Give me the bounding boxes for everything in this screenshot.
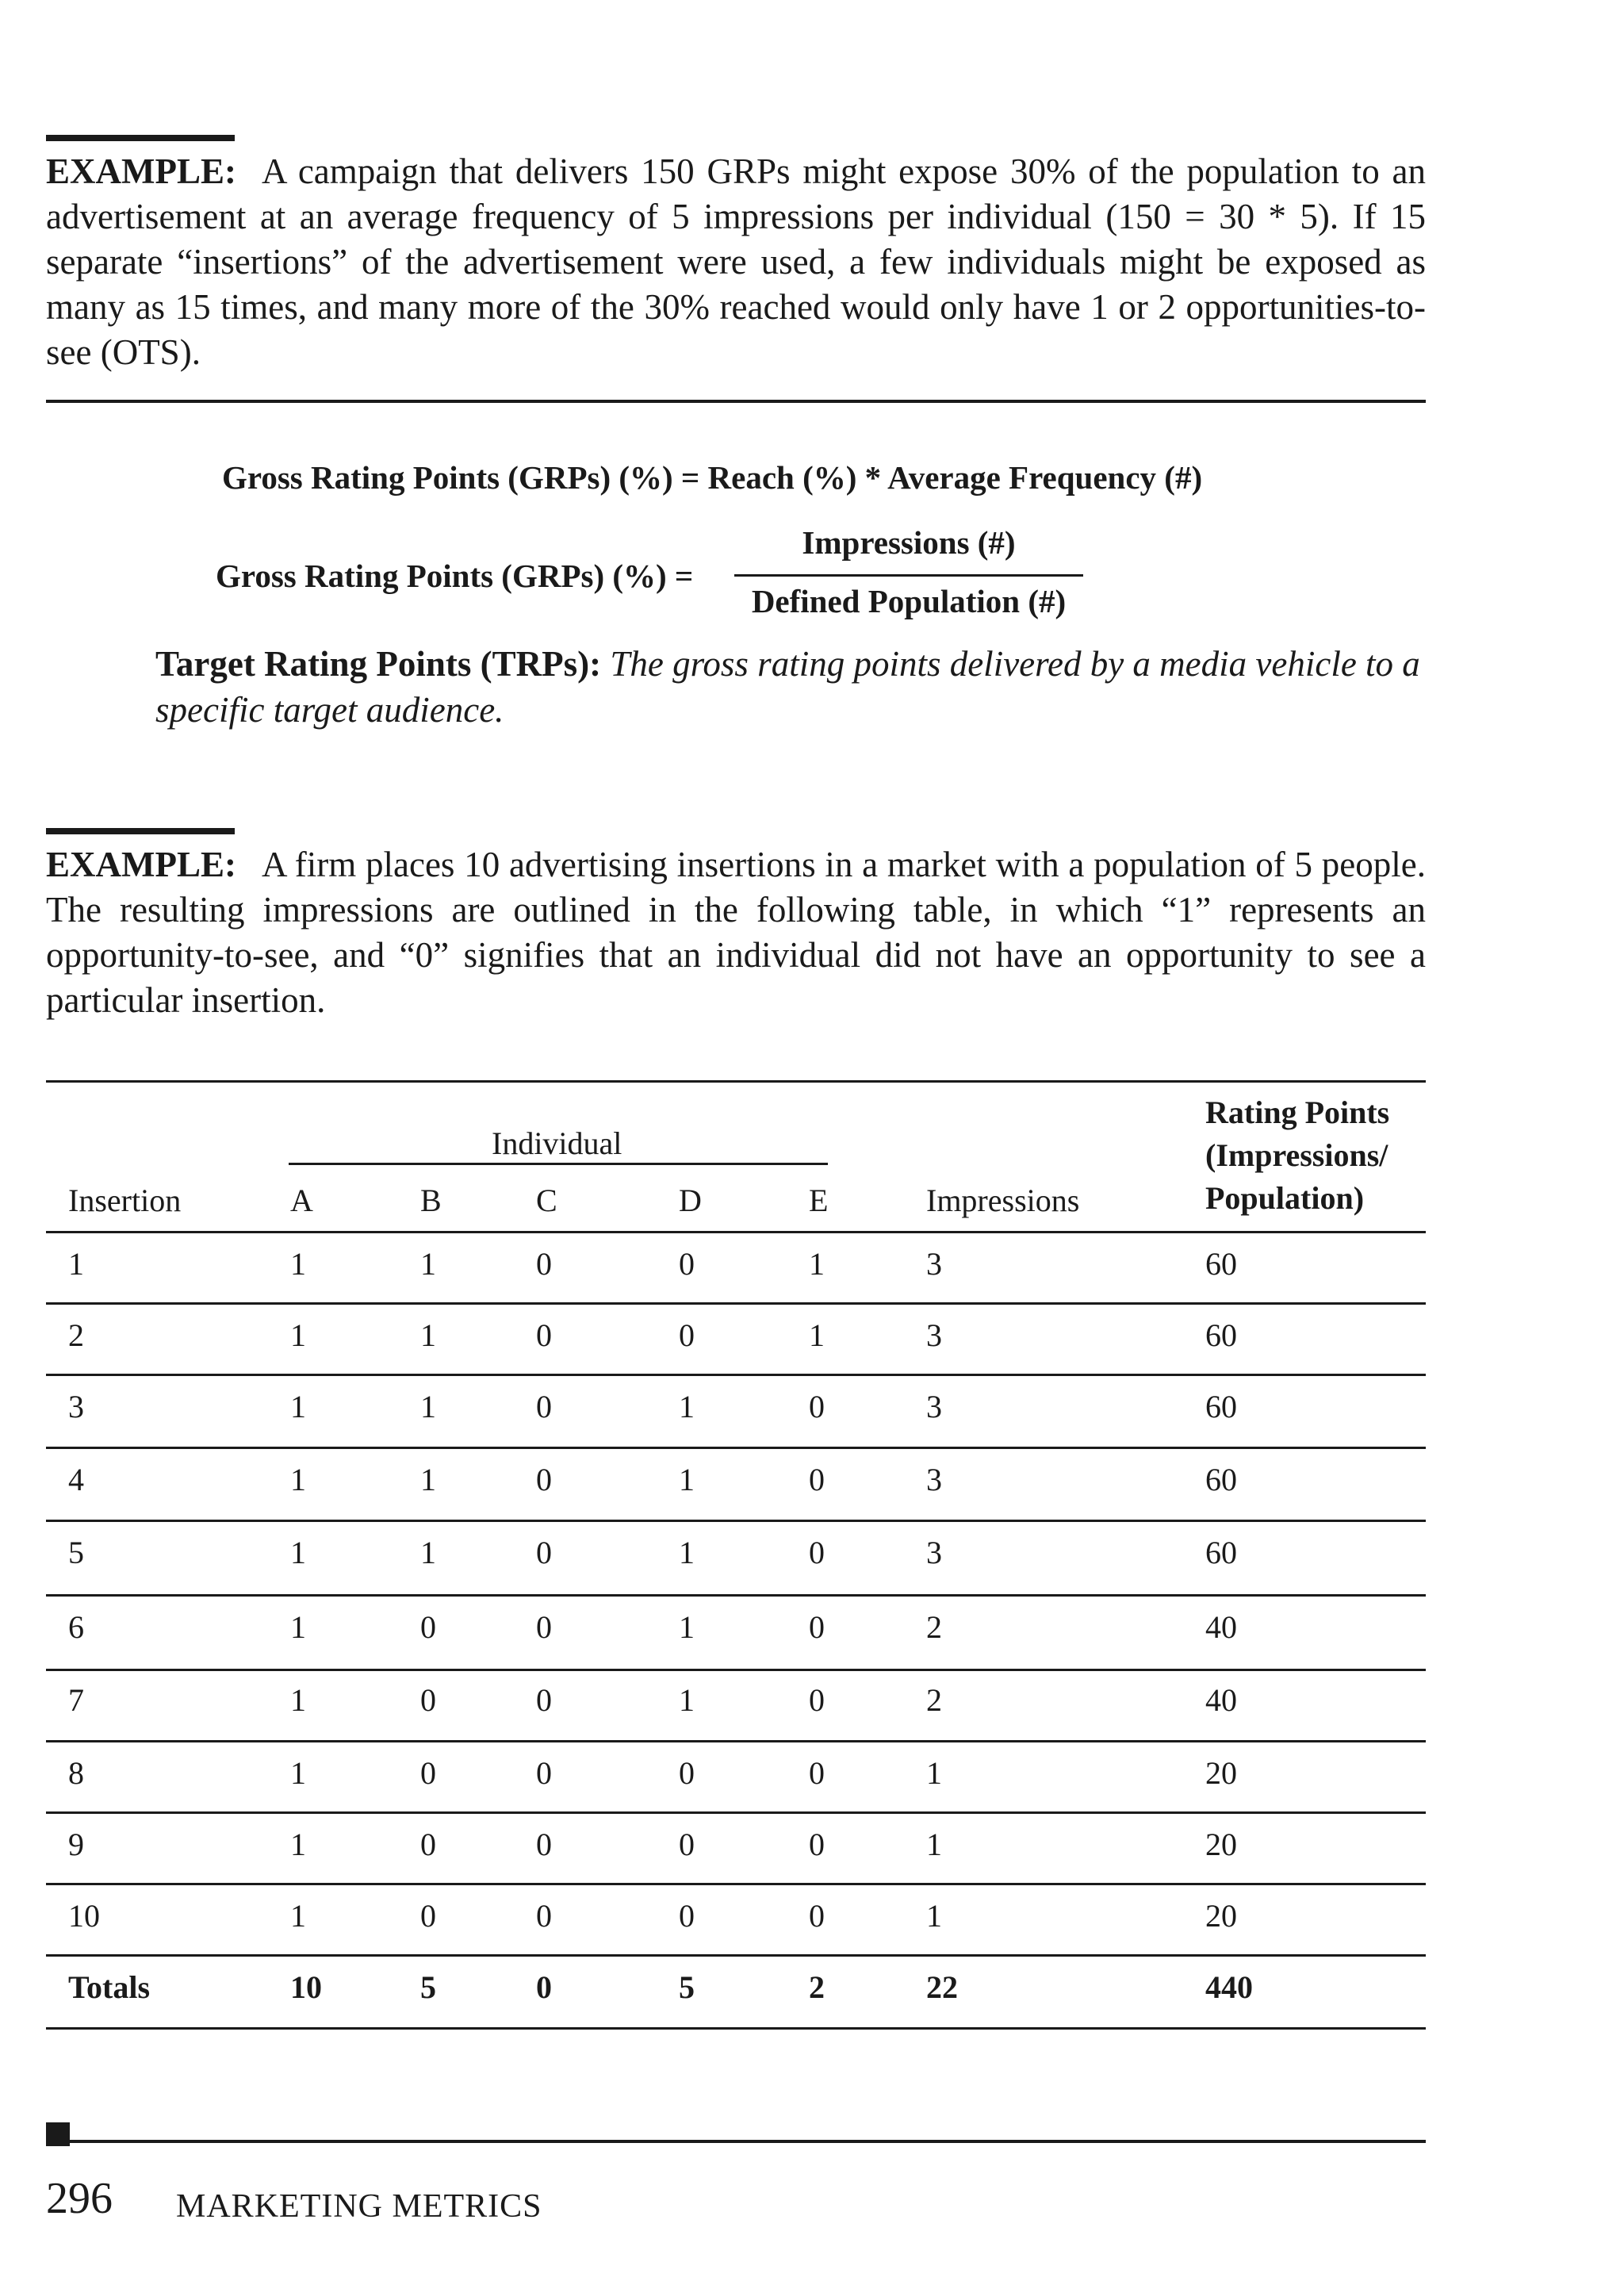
total-e: 2 (809, 1969, 825, 2005)
cell-b: 0 (420, 1609, 436, 1645)
cell-a: 1 (290, 1246, 306, 1282)
cell-e: 0 (809, 1755, 825, 1791)
grp-formula-2-denominator: Defined Population (#) (751, 583, 1067, 619)
cell-impressions: 3 (926, 1462, 942, 1497)
header-a: A (290, 1183, 313, 1218)
header-d: D (679, 1183, 702, 1218)
page-number: 296 (46, 2174, 113, 2223)
header-e: E (809, 1183, 829, 1218)
total-d: 5 (679, 1969, 695, 2005)
cell-rating-points: 20 (1205, 1898, 1237, 1934)
cell-rating-points: 40 (1205, 1682, 1237, 1718)
row-divider (46, 1302, 1426, 1305)
row-divider (46, 1811, 1426, 1814)
cell-insertion: 4 (68, 1462, 84, 1497)
cell-d: 0 (679, 1755, 695, 1791)
total-c: 0 (536, 1969, 552, 2005)
row-divider (46, 1594, 1426, 1597)
cell-insertion: 5 (68, 1535, 84, 1570)
cell-d: 0 (679, 1898, 695, 1934)
table-top-rule (46, 1080, 1426, 1083)
cell-b: 1 (420, 1389, 436, 1424)
row-divider (46, 1669, 1426, 1671)
cell-a: 1 (290, 1682, 306, 1718)
cell-d: 0 (679, 1827, 695, 1862)
cell-a: 1 (290, 1898, 306, 1934)
footer-rule (46, 2140, 1426, 2143)
cell-a: 1 (290, 1755, 306, 1791)
cell-b: 0 (420, 1682, 436, 1718)
cell-insertion: 8 (68, 1755, 84, 1791)
table-header-rule (46, 1231, 1426, 1233)
cell-c: 0 (536, 1898, 552, 1934)
cell-insertion: 9 (68, 1827, 84, 1862)
cell-b: 0 (420, 1898, 436, 1934)
cell-impressions: 1 (926, 1898, 942, 1934)
cell-insertion: 1 (68, 1246, 84, 1282)
running-title: MARKETING METRICS (176, 2188, 542, 2225)
cell-e: 0 (809, 1389, 825, 1424)
cell-a: 1 (290, 1609, 306, 1645)
cell-b: 0 (420, 1827, 436, 1862)
cell-b: 1 (420, 1462, 436, 1497)
header-rating-points (1205, 1091, 1389, 1220)
total-a: 10 (290, 1969, 322, 2005)
cell-c: 0 (536, 1246, 552, 1282)
total-insertion: Totals (68, 1969, 151, 2005)
cell-e: 1 (809, 1317, 825, 1353)
cell-b: 1 (420, 1317, 436, 1353)
example-2-label: EXAMPLE: (46, 845, 236, 884)
trp-definition-text: The gross rating points delivered by a media vehicle to a specific target audience. (155, 644, 1420, 730)
cell-e: 0 (809, 1898, 825, 1934)
cell-a: 1 (290, 1462, 306, 1497)
header-individual-rule (289, 1163, 828, 1165)
cell-d: 1 (679, 1535, 695, 1570)
cell-rating-points: 60 (1205, 1317, 1237, 1353)
cell-insertion: 7 (68, 1682, 84, 1718)
trp-definition (155, 641, 1424, 733)
cell-impressions: 3 (926, 1317, 942, 1353)
table-bottom-rule (46, 2027, 1426, 2030)
cell-impressions: 2 (926, 1609, 942, 1645)
header-insertion: Insertion (68, 1183, 182, 1218)
cell-impressions: 3 (926, 1535, 942, 1570)
cell-d: 1 (679, 1609, 695, 1645)
cell-a: 1 (290, 1317, 306, 1353)
trp-term: Target Rating Points (TRPs): (155, 644, 602, 684)
cell-insertion: 2 (68, 1317, 84, 1353)
grp-formula-2-numerator: Impressions (#) (802, 524, 1016, 561)
cell-insertion: 3 (68, 1389, 84, 1424)
header-impressions: Impressions (926, 1183, 1080, 1218)
header-individual: Individual (492, 1125, 622, 1161)
cell-c: 0 (536, 1462, 552, 1497)
total-rating-points: 440 (1205, 1969, 1253, 2005)
cell-e: 0 (809, 1827, 825, 1862)
header-rating-line-1: Rating Points (1205, 1094, 1390, 1130)
cell-e: 1 (809, 1246, 825, 1282)
total-impressions: 22 (926, 1969, 958, 2005)
cell-impressions: 1 (926, 1755, 942, 1791)
header-c: C (536, 1183, 557, 1218)
cell-rating-points: 40 (1205, 1609, 1237, 1645)
header-rating-line-3: Population) (1205, 1180, 1365, 1216)
cell-d: 1 (679, 1682, 695, 1718)
cell-e: 0 (809, 1682, 825, 1718)
header-rating-line-2: (Impressions/ (1205, 1137, 1388, 1173)
row-divider (46, 1374, 1426, 1376)
cell-b: 1 (420, 1535, 436, 1570)
cell-impressions: 1 (926, 1827, 942, 1862)
cell-c: 0 (536, 1535, 552, 1570)
cell-insertion: 10 (68, 1898, 100, 1934)
cell-c: 0 (536, 1317, 552, 1353)
row-divider (46, 1447, 1426, 1449)
cell-d: 1 (679, 1462, 695, 1497)
example-2-paragraph (46, 842, 1426, 1023)
cell-a: 1 (290, 1535, 306, 1570)
grp-formula-2-left: Gross Rating Points (GRPs) (%) = (216, 558, 694, 594)
cell-impressions: 3 (926, 1389, 942, 1424)
cell-rating-points: 60 (1205, 1389, 1237, 1424)
cell-d: 0 (679, 1317, 695, 1353)
grp-formula-1: Gross Rating Points (GRPs) (%) = Reach (%) * Average Frequency (#) (222, 459, 1203, 496)
example-2-rule-top (46, 828, 235, 834)
example-1-label: EXAMPLE: (46, 151, 236, 191)
example-1-text: A campaign that delivers 150 GRPs might expose 30% of the population to an advertisement at an average frequency of 5 impressions per individual (150 = 30 * 5). If 15 separate “insertions” of the advertisement were used, a few individuals might be exposed as many as 15 times, and many more of the 30% reached would only have 1 or 2 opportunities-to-see (OTS). (46, 151, 1426, 372)
cell-e: 0 (809, 1462, 825, 1497)
cell-d: 1 (679, 1389, 695, 1424)
cell-c: 0 (536, 1755, 552, 1791)
row-divider (46, 1520, 1426, 1522)
cell-impressions: 3 (926, 1246, 942, 1282)
cell-b: 0 (420, 1755, 436, 1791)
cell-d: 0 (679, 1246, 695, 1282)
cell-e: 0 (809, 1609, 825, 1645)
example-2-text: A firm places 10 advertising insertions in a market with a population of 5 people. The resulting impressions are outlined in the following table, in which “1” represents an opportunity-to-see, and “0” signifies that an individual did not have an opportunity to see a particular insertion. (46, 845, 1426, 1020)
cell-c: 0 (536, 1827, 552, 1862)
cell-rating-points: 20 (1205, 1755, 1237, 1791)
grp-formula-2-fraction-bar (734, 574, 1083, 577)
example-1-bottom-rule (46, 400, 1426, 403)
row-divider (46, 1954, 1426, 1957)
row-divider (46, 1883, 1426, 1885)
cell-c: 0 (536, 1682, 552, 1718)
cell-b: 1 (420, 1246, 436, 1282)
example-rule-top (46, 135, 235, 141)
row-divider (46, 1740, 1426, 1742)
cell-c: 0 (536, 1609, 552, 1645)
cell-c: 0 (536, 1389, 552, 1424)
header-b: B (420, 1183, 442, 1218)
cell-rating-points: 60 (1205, 1246, 1237, 1282)
total-b: 5 (420, 1969, 436, 2005)
cell-impressions: 2 (926, 1682, 942, 1718)
cell-e: 0 (809, 1535, 825, 1570)
cell-rating-points: 60 (1205, 1462, 1237, 1497)
cell-insertion: 6 (68, 1609, 84, 1645)
cell-a: 1 (290, 1389, 306, 1424)
cell-rating-points: 60 (1205, 1535, 1237, 1570)
example-1-paragraph (46, 149, 1426, 375)
cell-rating-points: 20 (1205, 1827, 1237, 1862)
cell-a: 1 (290, 1827, 306, 1862)
